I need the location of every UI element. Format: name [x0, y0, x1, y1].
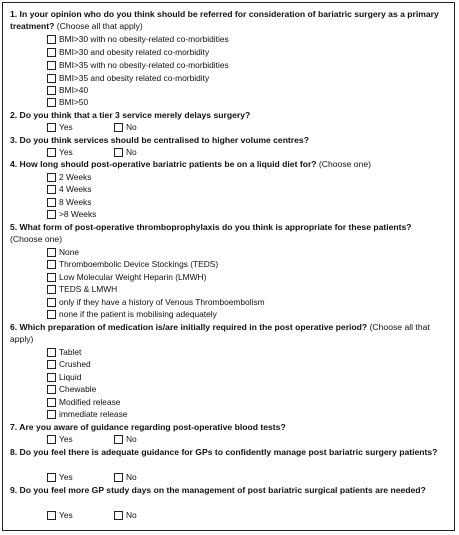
option-q3-yes[interactable]: Yes [47, 146, 73, 158]
option-q5-teds-and-lmwh[interactable]: TEDS & LMWH [47, 283, 117, 295]
option-q8-yes[interactable]: Yes [47, 471, 73, 483]
option-q5-none-if-mobilising[interactable]: none if the patient is mobilising adequately [47, 308, 217, 320]
checkbox[interactable] [47, 35, 56, 44]
checkbox[interactable] [47, 210, 56, 219]
checkbox[interactable] [114, 123, 123, 132]
question-9: 9. Do you feel more GP study days on the management of post bariatric surgical patients are needed? [10, 485, 426, 495]
checkbox[interactable] [47, 373, 56, 382]
checkbox[interactable] [47, 435, 56, 444]
question-2: 2. Do you think that a tier 3 service merely delays surgery? [10, 110, 251, 120]
option-q1-bmi30-no-comorbidity[interactable]: BMI>30 with no obesity-related co-morbidities [47, 33, 229, 45]
option-q2-yes[interactable]: Yes [47, 121, 73, 133]
checkbox[interactable] [47, 173, 56, 182]
option-q4-more-than-8-weeks[interactable]: >8 Weeks [47, 208, 96, 220]
checkbox[interactable] [47, 310, 56, 319]
checkbox[interactable] [47, 473, 56, 482]
checkbox[interactable] [47, 148, 56, 157]
question-7: 7. Are you aware of guidance regarding post-operative blood tests? [10, 422, 286, 432]
checkbox[interactable] [47, 298, 56, 307]
option-q6-tablet[interactable]: Tablet [47, 346, 81, 358]
checkbox[interactable] [47, 273, 56, 282]
question-3: 3. Do you think services should be centralised to higher volume centres? [10, 135, 309, 145]
question-8: 8. Do you feel there is adequate guidance for GPs to confidently manage post bariatric surgery patients? [10, 447, 438, 457]
option-q3-no[interactable]: No [114, 146, 137, 158]
question-5: 5. What form of post-operative thromboprophylaxis do you think is appropriate for these patients? (Choose one) [10, 222, 412, 244]
checkbox[interactable] [47, 511, 56, 520]
checkbox[interactable] [47, 410, 56, 419]
option-q6-crushed[interactable]: Crushed [47, 358, 91, 370]
option-q1-bmi50[interactable]: BMI>50 [47, 96, 88, 108]
checkbox[interactable] [47, 86, 56, 95]
option-q2-no[interactable]: No [114, 121, 137, 133]
option-q7-yes[interactable]: Yes [47, 433, 73, 445]
checkbox[interactable] [47, 385, 56, 394]
option-q1-bmi40[interactable]: BMI>40 [47, 84, 88, 96]
option-q7-no[interactable]: No [114, 433, 137, 445]
checkbox[interactable] [47, 198, 56, 207]
checkbox[interactable] [47, 348, 56, 357]
checkbox[interactable] [47, 185, 56, 194]
question-6: 6. Which preparation of medication is/are initially required in the post operative period? (Choose all that apply) [10, 322, 430, 344]
option-q4-2-weeks[interactable]: 2 Weeks [47, 171, 91, 183]
checkbox[interactable] [47, 398, 56, 407]
checkbox[interactable] [114, 435, 123, 444]
checkbox[interactable] [47, 74, 56, 83]
option-q1-bmi35-no-comorbidity[interactable]: BMI>35 with no obesity-related co-morbidities [47, 59, 229, 71]
question-1: 1. In your opinion who do you think should be referred for consideration of bariatric surgery as a primary treatment? (Choose all that apply) [10, 9, 439, 31]
checkbox[interactable] [47, 98, 56, 107]
option-q9-no[interactable]: No [114, 509, 137, 521]
option-q6-liquid[interactable]: Liquid [47, 371, 81, 383]
option-q4-4-weeks[interactable]: 4 Weeks [47, 183, 91, 195]
option-q8-no[interactable]: No [114, 471, 137, 483]
option-q5-teds[interactable]: Thromboembolic Device Stockings (TEDS) [47, 258, 218, 270]
checkbox[interactable] [47, 260, 56, 269]
checkbox[interactable] [47, 360, 56, 369]
checkbox[interactable] [47, 61, 56, 70]
checkbox[interactable] [47, 123, 56, 132]
question-4: 4. How long should post-operative bariatric patients be on a liquid diet for? (Choose one) [10, 159, 372, 169]
checkbox[interactable] [114, 511, 123, 520]
checkbox[interactable] [114, 148, 123, 157]
option-q5-history-vte[interactable]: only if they have a history of Venous Thromboembolism [47, 296, 265, 308]
checkbox[interactable] [47, 285, 56, 294]
option-q6-chewable[interactable]: Chewable [47, 383, 96, 395]
option-q5-lmwh[interactable]: Low Molecular Weight Heparin (LMWH) [47, 271, 206, 283]
checkbox[interactable] [47, 248, 56, 257]
checkbox[interactable] [47, 48, 56, 57]
option-q6-modified-release[interactable]: Modified release [47, 396, 120, 408]
option-q4-8-weeks[interactable]: 8 Weeks [47, 196, 91, 208]
option-q5-none[interactable]: None [47, 246, 79, 258]
option-q6-immediate-release[interactable]: immediate release [47, 408, 127, 420]
option-q1-bmi35-comorbidity[interactable]: BMI>35 and obesity related co-morbidity [47, 72, 209, 84]
option-q1-bmi30-comorbidity[interactable]: BMI>30 and obesity related co-morbidity [47, 46, 209, 58]
checkbox[interactable] [114, 473, 123, 482]
option-q9-yes[interactable]: Yes [47, 509, 73, 521]
